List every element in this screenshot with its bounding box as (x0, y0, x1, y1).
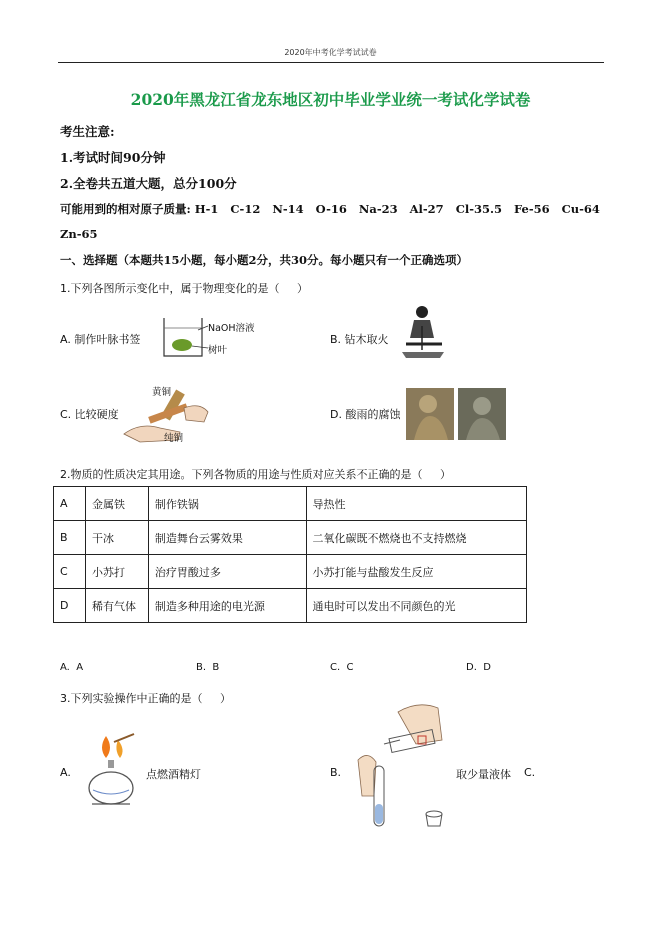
table-cell: C (54, 555, 86, 589)
notice-item-1: 1.考试时间90分钟 (60, 150, 166, 165)
q2-table (53, 486, 527, 623)
q3-option-a: A. (60, 766, 71, 779)
atomic-mass-line-1: 可能用到的相对原子质量: H-1 C-12 N-14 O-16 Na-23 Al-27 Cl-35.5 Fe-56 Cu-64 (60, 202, 600, 216)
notice-item-2: 2.全卷共五道大题，总分100分 (60, 176, 237, 191)
drill-fire-image (392, 300, 452, 360)
table-row (54, 521, 527, 555)
table-cell: 通电时可以发出不同颜色的光 (306, 589, 527, 623)
table-cell: 制作铁锅 (148, 487, 306, 521)
table-cell: B (54, 521, 86, 555)
alcohol-lamp-image (76, 732, 146, 812)
table-cell: 金属铁 (85, 487, 148, 521)
copper-label: 纯铜 (164, 433, 184, 444)
section-1-heading: 一、选择题（本题共15小题，每小题2分，共30分。每小题只有一个正确选项） (60, 253, 469, 267)
pipette-liquid-image (346, 700, 456, 830)
q2-answer-c: C. C (330, 662, 354, 673)
table-cell: 稀有气体 (85, 589, 148, 623)
table-row (54, 487, 527, 521)
q3-option-c: C. (524, 766, 536, 779)
acid-rain-statue-image (406, 388, 506, 440)
q2-answer-b: B. B (196, 662, 220, 673)
leaf-label: 树叶 (208, 345, 228, 356)
q2-stem: 2.物质的性质决定其用途。下列各物质的用途与性质对应关系不正确的是（ ） (60, 468, 451, 481)
table-cell: 治疗胃酸过多 (148, 555, 306, 589)
table-cell: 制造多种用途的电光源 (148, 589, 306, 623)
table-cell: 制造舞台云雾效果 (148, 521, 306, 555)
q3-option-a-text: 点燃酒精灯 (146, 768, 201, 781)
atomic-mass-line-2: Zn-65 (60, 227, 98, 241)
table-cell: D (54, 589, 86, 623)
table-row (54, 555, 527, 589)
q1-option-c: C. 比较硬度 (60, 408, 119, 421)
q3-option-b-text: 取少量液体 (456, 768, 511, 781)
page-header: 2020年中考化学考试试卷 (284, 48, 377, 57)
notice-heading: 考生注意: (60, 124, 115, 139)
table-row (54, 589, 527, 623)
exam-title: 2020年黑龙江省龙东地区初中毕业学业统一考试化学试卷 (130, 90, 531, 109)
table-cell: A (54, 487, 86, 521)
q3-option-b: B. (330, 766, 342, 779)
table-cell: 小苏打 (85, 555, 148, 589)
q1-option-b: B. 钻木取火 (330, 333, 389, 346)
q2-answer-a: A. A (60, 662, 84, 673)
q1-stem: 1.下列各图所示变化中，属于物理变化的是（ ） (60, 282, 308, 295)
naoh-label: NaOH溶液 (208, 323, 255, 334)
brass-label: 黄铜 (152, 387, 172, 398)
q1-option-a: A. 制作叶脉书签 (60, 333, 141, 346)
q2-answer-d: D. D (466, 662, 491, 673)
q1-option-d: D. 酸雨的腐蚀 (330, 408, 401, 421)
header-rule (58, 62, 604, 63)
table-cell: 二氧化碳既不燃烧也不支持燃烧 (306, 521, 527, 555)
q3-stem: 3.下列实验操作中正确的是（ ） (60, 692, 231, 705)
table-cell: 干冰 (85, 521, 148, 555)
table-cell: 小苏打能与盐酸发生反应 (306, 555, 527, 589)
table-cell: 导热性 (306, 487, 527, 521)
